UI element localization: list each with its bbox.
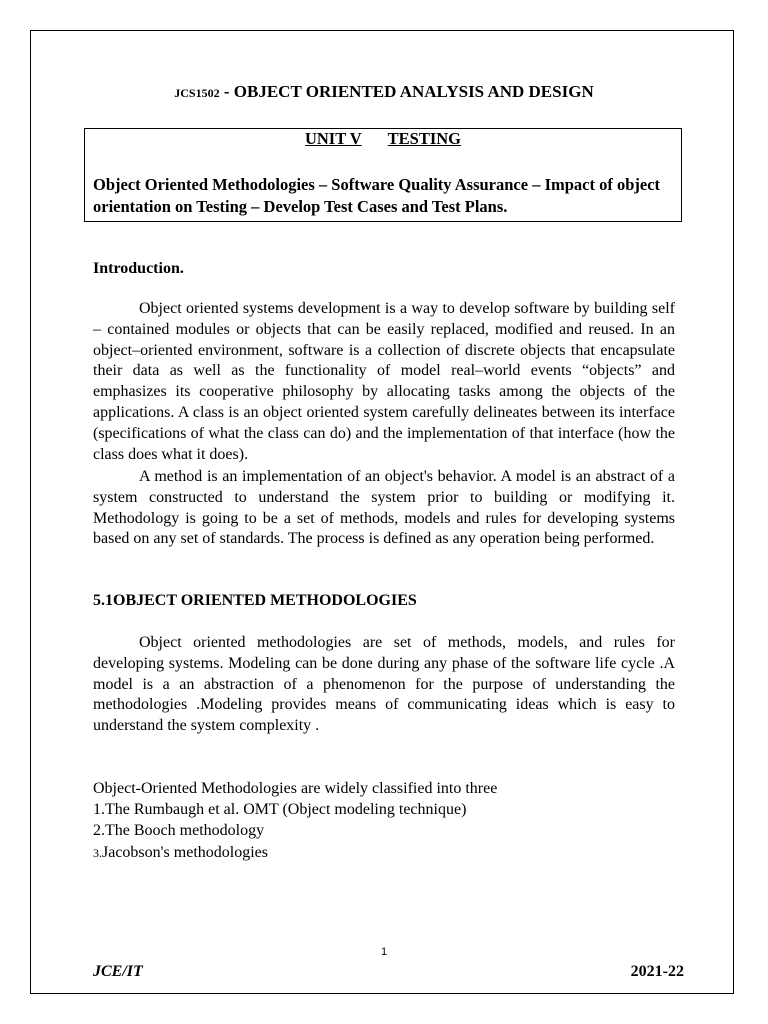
introduction-paragraph-1: Object oriented systems development is a way to develop software by building self – contained modules or objects that can be easily replaced, modified and reused. In an object–oriented environment, software is a collection of discrete objects that encapsulate their data as well as the functionality of model real–world events “objects” and emphasizes its cooperative philosophy by allocating tasks among the objects of the applications. A class is an object oriented system carefully delineates between its interface (specifications of what the class can do) and the implementation of that interface (how the class does what it does). <box>93 300 675 463</box>
introduction-heading: Introduction. <box>93 260 184 277</box>
list-item-number: 3. <box>93 846 102 860</box>
footer-year: 2021-22 <box>630 963 684 980</box>
list-intro: Object-Oriented Methodologies are widely classified into three <box>93 780 498 797</box>
unit-name: TESTING <box>387 129 462 148</box>
section-paragraph: Object oriented methodologies are set of methods, models, and rules for developing systems. Modeling can be done during any phase of the software life cycle .A model is a an abstraction of a phenomenon for the purpose of understanding the methodologies .Modeling provides means of communicating ideas which is easy to understand the system complexity . <box>93 634 675 735</box>
course-title <box>0 82 768 102</box>
course-name: - OBJECT ORIENTED ANALYSIS AND DESIGN <box>219 82 594 101</box>
list-item: 2.The Booch methodology <box>93 822 265 839</box>
unit-topics: Object Oriented Methodologies – Software Quality Assurance – Impact of object orientation on Testing – Develop Test Cases and Test Plans. <box>93 175 661 216</box>
unit-title <box>84 129 682 149</box>
list-item <box>93 844 268 862</box>
introduction-paragraph-2: A method is an implementation of an object's behavior. A model is an abstract of a system constructed to understand the system prior to building or modifying it. Methodology is going to be a set of methods, models and rules for developing systems based on any set of standards. The process is defined as any operation being performed. <box>93 468 675 548</box>
course-code: JCS1502 <box>174 86 220 100</box>
unit-label: UNIT V <box>304 129 362 148</box>
page-number: 1 <box>380 946 388 958</box>
list-item: 1.The Rumbaugh et al. OMT (Object modeling technique) <box>93 801 467 818</box>
list-item-text: Jacobson's methodologies <box>102 844 268 861</box>
footer-department: JCE/IT <box>93 963 143 980</box>
section-heading: 5.1OBJECT ORIENTED METHODOLOGIES <box>93 592 417 609</box>
